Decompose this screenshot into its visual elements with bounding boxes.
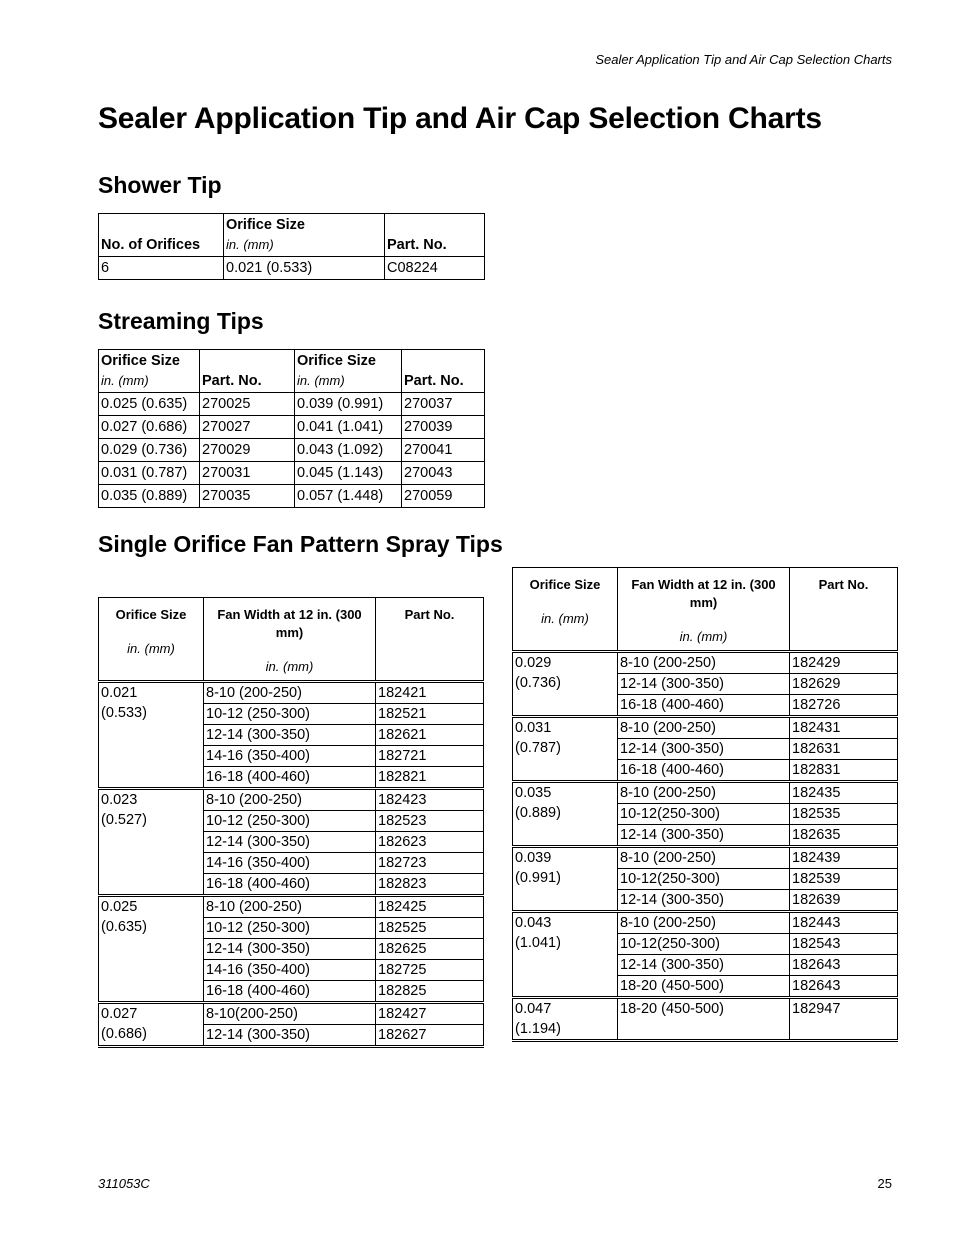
table-cell: 270037: [402, 393, 485, 416]
table-row: [513, 998, 898, 1041]
table-cell: 0.025 (0.635): [99, 393, 200, 416]
orifice-size-mm: (0.991): [515, 870, 561, 886]
fan-tips-title: Single Orifice Fan Pattern Spray Tips: [98, 531, 503, 557]
fan-width-cell: 12-14 (300-350): [204, 1025, 376, 1047]
part-number-cell: 182427: [376, 1003, 484, 1025]
table-row: [99, 485, 485, 508]
part-number-cell: 182721: [376, 746, 484, 767]
table-row: [99, 257, 485, 280]
orifice-size-cell: [99, 896, 204, 1003]
table-cell: 270027: [200, 416, 295, 439]
fan-tips-table-left: [98, 597, 484, 1048]
table-cell: 0.041 (1.041): [295, 416, 402, 439]
orifice-size-cell: [99, 789, 204, 896]
fan-tips-table-right: [512, 567, 898, 1042]
orifice-size-in: 0.047: [515, 1001, 552, 1017]
part-number-cell: 182423: [376, 789, 484, 811]
orifice-size-mm: (0.527): [101, 812, 147, 828]
table-cell: 270041: [402, 439, 485, 462]
fan-table-body: [99, 682, 484, 1047]
header-label: Orifice Size: [297, 353, 376, 369]
page-number: 25: [877, 1176, 892, 1191]
table-row: [99, 896, 484, 918]
fan-width-cell: 12-14 (300-350): [204, 939, 376, 960]
fan-width-cell: 10-12 (250-300): [204, 704, 376, 725]
fan-width-cell: 16-18 (400-460): [204, 874, 376, 896]
fan-width-cell: 16-18 (400-460): [204, 981, 376, 1003]
fan-width-cell: 8-10 (200-250): [618, 652, 790, 674]
orifice-size-in: 0.035: [515, 785, 552, 801]
part-number-cell: 182725: [376, 960, 484, 981]
fan-width-cell: 18-20 (450-500): [618, 976, 790, 998]
fan-table-body: [513, 652, 898, 1041]
table-cell: 6: [99, 257, 224, 280]
fan-width-cell: 18-20 (450-500): [618, 998, 790, 1041]
fan-width-cell: 14-16 (350-400): [204, 746, 376, 767]
orifice-size-cell: [513, 782, 618, 847]
fan-width-cell: 12-14 (300-350): [618, 739, 790, 760]
orifice-size-mm: (0.533): [101, 705, 147, 721]
fan-width-cell: 10-12(250-300): [618, 804, 790, 825]
header-cell: [618, 568, 790, 652]
header-label: Orifice Size: [529, 577, 601, 592]
orifice-size-in: 0.039: [515, 850, 552, 866]
header-cell: [385, 214, 485, 257]
orifice-size-mm: (0.736): [515, 675, 561, 691]
orifice-size-cell: [513, 652, 618, 717]
table-cell: 0.029 (0.736): [99, 439, 200, 462]
table-row: [513, 717, 898, 739]
orifice-size-mm: (0.889): [515, 805, 561, 821]
header-label: Orifice Size: [101, 353, 180, 369]
orifice-size-cell: [99, 682, 204, 789]
fan-width-cell: 8-10 (200-250): [618, 717, 790, 739]
header-unit: in. (mm): [101, 373, 149, 388]
fan-width-cell: 8-10 (200-250): [618, 847, 790, 869]
part-number-cell: 182543: [790, 934, 898, 955]
fan-width-cell: 12-14 (300-350): [618, 825, 790, 847]
table-cell: 0.031 (0.787): [99, 462, 200, 485]
orifice-size-in: 0.029: [515, 655, 552, 671]
fan-width-cell: 10-12 (250-300): [204, 811, 376, 832]
orifice-size-mm: (0.787): [515, 740, 561, 756]
header-cell: [204, 598, 376, 682]
table-cell: 270031: [200, 462, 295, 485]
part-number-cell: 182525: [376, 918, 484, 939]
part-number-cell: 182631: [790, 739, 898, 760]
part-number-cell: 182523: [376, 811, 484, 832]
doc-number: 311053C: [98, 1176, 150, 1191]
table-row: [513, 912, 898, 934]
fan-width-cell: 10-12(250-300): [618, 934, 790, 955]
fan-width-cell: 16-18 (400-460): [204, 767, 376, 789]
table-cell: 0.035 (0.889): [99, 485, 200, 508]
fan-width-cell: 10-12 (250-300): [204, 918, 376, 939]
orifice-size-mm: (1.194): [515, 1021, 561, 1037]
part-number-cell: 182947: [790, 998, 898, 1041]
part-number-cell: 182825: [376, 981, 484, 1003]
header-cell: [99, 350, 200, 393]
table-cell: 270043: [402, 462, 485, 485]
header-label: Fan Width at 12 in. (300 mm): [217, 607, 362, 640]
table-row: [513, 847, 898, 869]
fan-width-cell: 12-14 (300-350): [204, 832, 376, 853]
part-number-cell: 182443: [790, 912, 898, 934]
part-number-cell: 182623: [376, 832, 484, 853]
header-cell: [224, 214, 385, 257]
fan-width-cell: 12-14 (300-350): [618, 955, 790, 976]
table-header-row: [99, 350, 485, 393]
table-header-row: [513, 568, 898, 652]
part-number-cell: 182421: [376, 682, 484, 704]
shower-tip-table: [98, 213, 485, 280]
table-cell: 270025: [200, 393, 295, 416]
header-label: Part. No.: [404, 373, 464, 389]
header-unit: in. (mm): [127, 641, 175, 656]
header-cell: [790, 568, 898, 652]
table-row: [99, 682, 484, 704]
running-header: Sealer Application Tip and Air Cap Selection Charts: [595, 52, 892, 67]
header-unit: in. (mm): [226, 237, 274, 252]
table-row: [513, 652, 898, 674]
streaming-tips-table: [98, 349, 485, 508]
fan-width-cell: 10-12(250-300): [618, 869, 790, 890]
table-row: [513, 782, 898, 804]
fan-width-cell: 12-14 (300-350): [618, 890, 790, 912]
part-number-cell: 182635: [790, 825, 898, 847]
shower-tip-title: Shower Tip: [98, 172, 222, 198]
header-cell: [295, 350, 402, 393]
header-label: No. of Orifices: [101, 237, 201, 253]
header-cell: [99, 214, 224, 257]
header-label: Part No.: [818, 577, 869, 592]
part-number-cell: 182429: [790, 652, 898, 674]
header-cell: [513, 568, 618, 652]
table-cell: 0.039 (0.991): [295, 393, 402, 416]
part-number-cell: 182821: [376, 767, 484, 789]
table-row: [99, 462, 485, 485]
header-cell: [376, 598, 484, 682]
orifice-size-in: 0.027: [101, 1006, 138, 1022]
fan-width-cell: 14-16 (350-400): [204, 853, 376, 874]
table-cell: 0.045 (1.143): [295, 462, 402, 485]
fan-width-cell: 16-18 (400-460): [618, 695, 790, 717]
fan-width-cell: 8-10 (200-250): [204, 682, 376, 704]
part-number-cell: 182643: [790, 976, 898, 998]
part-number-cell: 182639: [790, 890, 898, 912]
orifice-size-cell: [513, 717, 618, 782]
table-cell: 0.021 (0.533): [224, 257, 385, 280]
header-label: Orifice Size: [115, 607, 187, 622]
page-title: Sealer Application Tip and Air Cap Selection Charts: [98, 102, 822, 135]
table-header-row: [99, 214, 485, 257]
part-number-cell: 182431: [790, 717, 898, 739]
part-number-cell: 182627: [376, 1025, 484, 1047]
header-label: Part. No.: [387, 237, 447, 253]
fan-width-cell: 14-16 (350-400): [204, 960, 376, 981]
fan-width-cell: 8-10 (200-250): [618, 912, 790, 934]
table-cell: 270059: [402, 485, 485, 508]
part-number-cell: 182723: [376, 853, 484, 874]
header-unit: in. (mm): [265, 659, 314, 674]
fan-width-cell: 16-18 (400-460): [618, 760, 790, 782]
header-label: Orifice Size: [226, 217, 305, 233]
header-cell: [402, 350, 485, 393]
fan-width-cell: 8-10 (200-250): [618, 782, 790, 804]
part-number-cell: 182439: [790, 847, 898, 869]
table-cell: 270035: [200, 485, 295, 508]
header-unit: in. (mm): [541, 611, 589, 626]
header-label: Part. No.: [202, 373, 262, 389]
orifice-size-mm: (0.635): [101, 919, 147, 935]
table-row: [99, 416, 485, 439]
fan-width-cell: 8-10 (200-250): [204, 789, 376, 811]
header-unit: in. (mm): [297, 373, 345, 388]
part-number-cell: 182435: [790, 782, 898, 804]
header-cell: [99, 598, 204, 682]
streaming-tips-title: Streaming Tips: [98, 308, 264, 334]
part-number-cell: 182535: [790, 804, 898, 825]
orifice-size-cell: [513, 998, 618, 1041]
part-number-cell: 182539: [790, 869, 898, 890]
part-number-cell: 182629: [790, 674, 898, 695]
part-number-cell: 182726: [790, 695, 898, 717]
table-row: [99, 789, 484, 811]
table-cell: 270029: [200, 439, 295, 462]
part-number-cell: 182621: [376, 725, 484, 746]
fan-width-cell: 8-10(200-250): [204, 1003, 376, 1025]
fan-width-cell: 8-10 (200-250): [204, 896, 376, 918]
orifice-size-cell: [513, 912, 618, 998]
table-header-row: [99, 598, 484, 682]
orifice-size-cell: [99, 1003, 204, 1047]
part-number-cell: 182425: [376, 896, 484, 918]
orifice-size-in: 0.025: [101, 899, 138, 915]
fan-width-cell: 12-14 (300-350): [618, 674, 790, 695]
orifice-size-mm: (1.041): [515, 935, 561, 951]
part-number-cell: 182831: [790, 760, 898, 782]
table-row: [99, 393, 485, 416]
orifice-size-cell: [513, 847, 618, 912]
table-cell: 0.057 (1.448): [295, 485, 402, 508]
orifice-size-in: 0.023: [101, 792, 138, 808]
part-number-cell: 182643: [790, 955, 898, 976]
orifice-size-mm: (0.686): [101, 1026, 147, 1042]
part-number-cell: 182823: [376, 874, 484, 896]
table-cell: 0.043 (1.092): [295, 439, 402, 462]
header-unit: in. (mm): [679, 629, 728, 644]
table-row: [99, 439, 485, 462]
header-label: Part No.: [404, 607, 455, 622]
streaming-table-body: [99, 393, 485, 508]
part-number-cell: 182625: [376, 939, 484, 960]
orifice-size-in: 0.043: [515, 915, 552, 931]
orifice-size-in: 0.031: [515, 720, 552, 736]
table-cell: 0.027 (0.686): [99, 416, 200, 439]
header-label: Fan Width at 12 in. (300 mm): [631, 577, 776, 610]
orifice-size-in: 0.021: [101, 685, 138, 701]
table-row: [99, 1003, 484, 1025]
part-number-cell: 182521: [376, 704, 484, 725]
table-cell: 270039: [402, 416, 485, 439]
header-cell: [200, 350, 295, 393]
table-cell: C08224: [385, 257, 485, 280]
fan-width-cell: 12-14 (300-350): [204, 725, 376, 746]
